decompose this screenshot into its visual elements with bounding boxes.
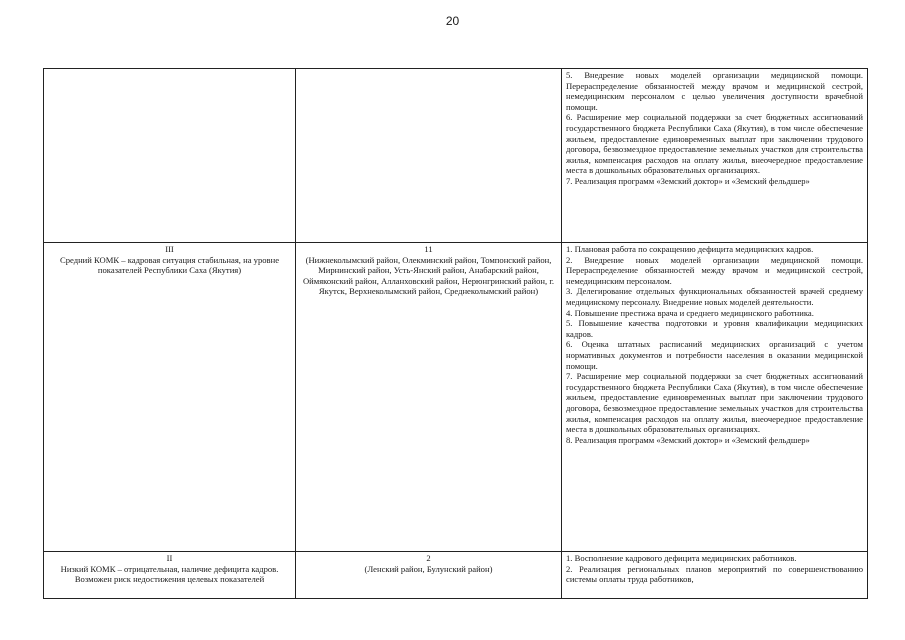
level-label: III — [165, 244, 174, 254]
measure-item: 4. Повышение престижа врача и среднего медицинского работника. — [566, 307, 814, 318]
measure-item: 5. Внедрение новых моделей организации медицинской помощи. Перераспределение обязанностей между врачом и медицинской сестрой, немедицинским персоналом с целью увеличения доступности врачебной помощи. — [566, 70, 863, 112]
territory-count: 11 — [424, 244, 433, 254]
measure-item: 6. Расширение мер социальной поддержки за счет бюджетных ассигнований государственного бюджета Республики Саха (Якутия), в том числе обеспечение жильем, предоставление единовременных выплат при заключении трудового договора, безвозмездное предоставление земельных участков для строительства жилья, компенсация расходов на оплату жилья, внеочередное предоставление места в дошкольных образовательных организациях. — [566, 112, 863, 176]
level-description: Средний КОМК – кадровая ситуация стабильная, на уровне показателей Республики Саха (Якутия) — [59, 254, 280, 276]
measure-item: 2. Внедрение новых моделей организации медицинской помощи. Перераспределение обязанностей между врачом и медицинской сестрой, немедицинским персоналом. — [566, 254, 863, 286]
territory-count: 2 — [426, 553, 431, 563]
territory-cell — [296, 243, 562, 552]
measure-item: 8. Реализация программ «Земский доктор» и «Земский фельдшер» — [566, 434, 810, 445]
territory-cell — [296, 552, 562, 599]
measure-item: 6. Оценка штатных расписаний медицинских организаций с учетом нормативных документов и потребности населения в оказании медицинской помощи. — [566, 339, 863, 371]
table-row — [44, 552, 868, 599]
level-description: Низкий КОМК – отрицательная, наличие дефицита кадров. Возможен риск недостижения целевых показателей — [60, 563, 279, 585]
measure-item: 3. Делегирование отдельных функциональных обязанностей врачей среднему медицинскому персоналу. Внедрение новых моделей деятельности. — [566, 286, 863, 307]
measure-item: 1. Плановая работа по сокращению дефицита медицинских кадров. — [566, 244, 814, 254]
measures-table — [43, 68, 868, 599]
measures-cell — [562, 243, 868, 552]
measure-item: 7. Реализация программ «Земский доктор» и «Земский фельдшер» — [566, 175, 810, 186]
level-label: II — [166, 553, 173, 563]
table-row — [44, 69, 868, 243]
measure-item: 2. Реализация региональных планов мероприятий по совершенствованию системы оплаты труда работников, — [566, 563, 863, 585]
level-cell — [44, 69, 296, 243]
territory-list: (Нижнеколымский район, Олекминский район, Томпонский район, Мирнинский район, Усть-Янский район, Анабарский район, Оймяконский район, Алланховский район, Нерюнгринский район, г. Якутск, Верхнеколымский район, Среднеколымский район) — [302, 254, 555, 297]
page-number: 20 — [445, 14, 460, 28]
table-row — [44, 243, 868, 552]
measure-item: 5. Повышение качества подготовки и уровня квалификации медицинских кадров. — [566, 318, 863, 339]
measures-cell — [562, 552, 868, 599]
territory-cell — [296, 69, 562, 243]
level-cell — [44, 243, 296, 552]
measure-item: 7. Расширение мер социальной поддержки за счет бюджетных ассигнований государственного бюджета Республики Саха (Якутия), в том числе обеспечение жильем, предоставление единовременных выплат при заключении трудового договора, безвозмездное предоставление земельных участков для строительства жилья, компенсация расходов на оплату жилья, внеочередное предоставление места в дошкольных образовательных организациях. — [566, 371, 863, 435]
measure-item: 1. Восполнение кадрового дефицита медицинских работников. — [566, 553, 797, 563]
measures-cell — [562, 69, 868, 243]
territory-list: (Ленский район, Булунский район) — [364, 563, 493, 574]
level-cell — [44, 552, 296, 599]
